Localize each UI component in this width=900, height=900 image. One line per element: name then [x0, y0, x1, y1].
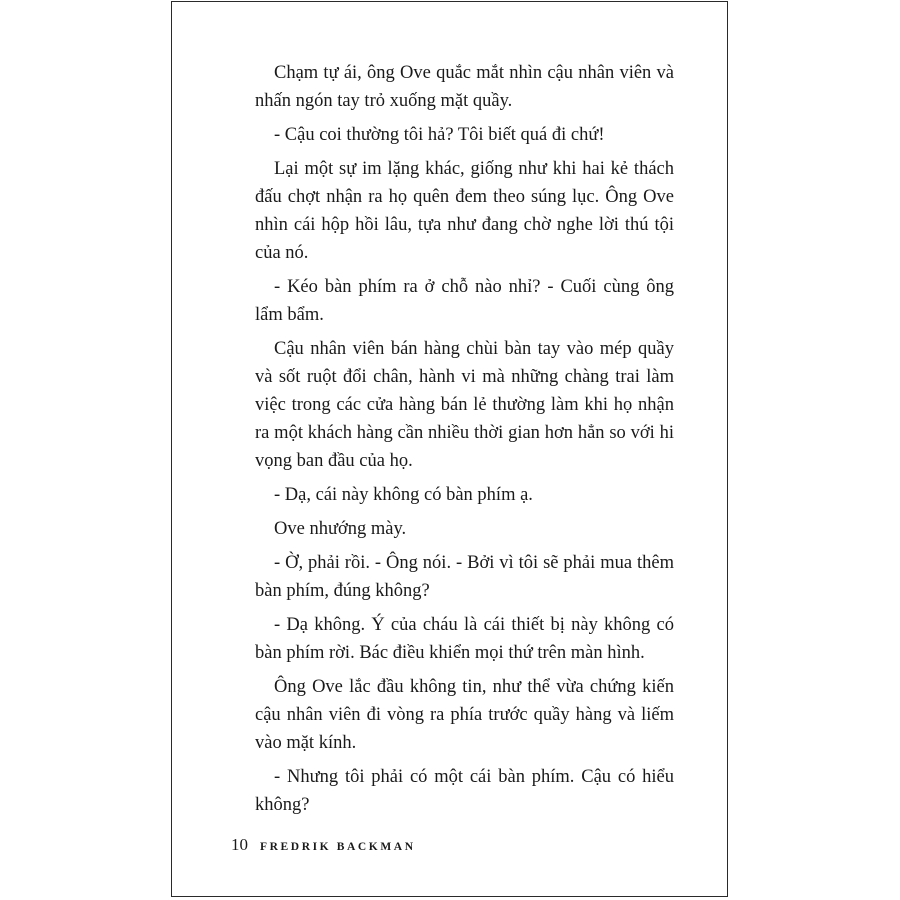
paragraph-10: Ông Ove lắc đầu không tin, như thể vừa chứng kiến cậu nhân viên đi vòng ra phía trước quầy hàng và liếm vào mặt kính.: [255, 677, 674, 753]
author-name: FREDRIK BACKMAN: [260, 841, 416, 853]
paragraph-7: Ove nhướng mày.: [274, 519, 407, 539]
paragraph-1: Chạm tự ái, ông Ove quắc mắt nhìn cậu nhân viên và nhấn ngón tay trỏ xuống mặt quầy.: [255, 63, 674, 111]
book-page: [171, 1, 728, 897]
page-number: 10: [231, 835, 248, 854]
paragraph-9: - Dạ không. Ý của cháu là cái thiết bị này không có bàn phím rời. Bác điều khiển mọi thứ trên màn hình.: [255, 615, 674, 663]
paragraph-3: Lại một sự im lặng khác, giống như khi hai kẻ thách đấu chợt nhận ra họ quên đem theo súng lục. Ông Ove nhìn cái hộp hồi lâu, tựa như đang chờ nghe lời thú tội của nó.: [255, 159, 674, 263]
paragraph-2: - Cậu coi thường tôi hả? Tôi biết quá đi chứ!: [274, 125, 605, 145]
body-text: [255, 59, 674, 825]
paragraph-11: - Nhưng tôi phải có một cái bàn phím. Cậu có hiểu không?: [255, 767, 674, 815]
paragraph-5: Cậu nhân viên bán hàng chùi bàn tay vào mép quầy và sốt ruột đổi chân, hành vi mà những chàng trai làm việc trong các cửa hàng bán lẻ thường làm khi họ nhận ra một khách hàng cần nhiều thời gian hơn hẳn so với hi vọng ban đầu của họ.: [255, 339, 674, 471]
paragraph-4: - Kéo bàn phím ra ở chỗ nào nhỉ? - Cuối cùng ông lẩm bẩm.: [255, 277, 674, 325]
page-footer: [231, 835, 416, 855]
paragraph-8: - Ờ, phải rồi. - Ông nói. - Bởi vì tôi sẽ phải mua thêm bàn phím, đúng không?: [255, 553, 674, 601]
paragraph-6: - Dạ, cái này không có bàn phím ạ.: [274, 485, 533, 505]
